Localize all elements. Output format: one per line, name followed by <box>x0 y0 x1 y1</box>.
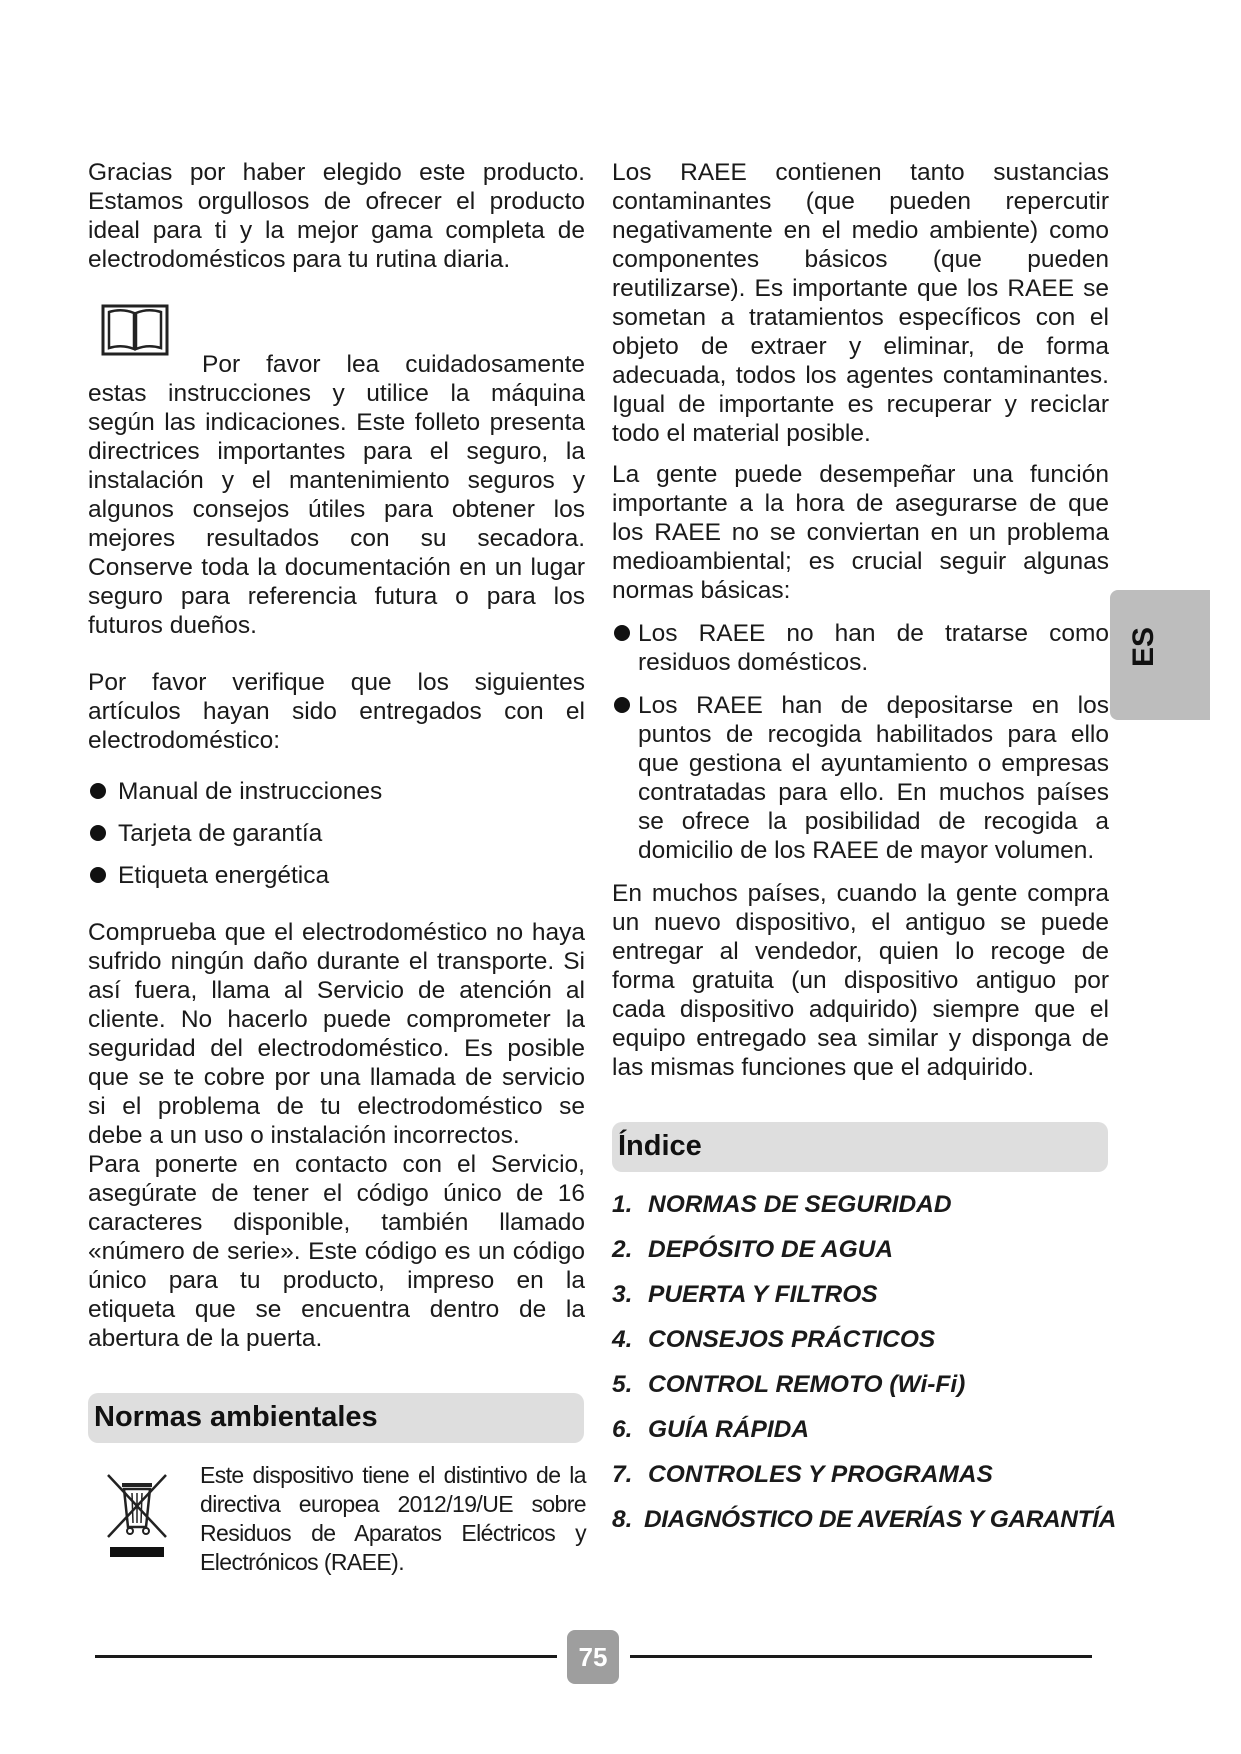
read-instructions-first-line: Por favor lea cuidadosamente <box>202 351 585 378</box>
page-number: 75 <box>567 1630 619 1684</box>
footer-rule-right <box>630 1655 1092 1658</box>
right-column <box>612 158 1116 1550</box>
left-column <box>88 158 585 1581</box>
verify-items-paragraph: Por favor verifique que los siguientes artículos hayan sido entregados con el electrodoméstico: <box>88 669 585 754</box>
countries-paragraph: En muchos países, cuando la gente compra un nuevo dispositivo, el antiguo se puede entregar al vendedor, quien lo recoge de forma gratuita (un dispositivo antiguo por cada dispositivo adquirido) siempre que el equipo entregado sea similar y disponga de las mismas funciones que el adquirido. <box>612 880 1109 1081</box>
bullet-icon <box>614 697 630 713</box>
index-item[interactable]: 6. GUÍA RÁPIDA <box>612 1416 810 1443</box>
language-tab-label: ES <box>1127 626 1160 668</box>
raee-rules-list <box>612 619 1109 865</box>
footer-rule-left <box>95 1655 557 1658</box>
list-item: Los RAEE han de depositarse en los puntos de recogida habilitados para ello que gestiona el ayuntamiento o empresas contratadas para ello. En muchos países se ofrece la posibilidad de recogida a domicilio de los RAEE de mayor volumen. <box>612 691 1109 865</box>
index-item[interactable]: 3. PUERTA Y FILTROS <box>612 1281 878 1308</box>
index-item[interactable]: 7. CONTROLES Y PROGRAMAS <box>612 1461 993 1488</box>
list-item: Tarjeta de garantía <box>88 819 585 848</box>
bullet-icon <box>90 783 106 799</box>
index-item[interactable]: 8. DIAGNÓSTICO DE AVERÍAS Y GARANTÍA <box>612 1506 1116 1533</box>
table-of-contents <box>612 1190 1116 1534</box>
bullet-icon <box>614 625 630 641</box>
index-item[interactable]: 1. NORMAS DE SEGURIDAD <box>612 1191 952 1218</box>
intro-paragraph: Gracias por haber elegido este producto. Estamos orgullosos de ofrecer el producto ideal para ti y la mejor gama completa de electrodomésticos para tu rutina diaria. <box>88 159 585 273</box>
people-paragraph: La gente puede desempeñar una función importante a la hora de asegurarse de que los RAEE no se conviertan en un problema medioambiental; es crucial seguir algunas normas básicas: <box>612 461 1109 604</box>
index-item[interactable]: 2. DEPÓSITO DE AGUA <box>612 1236 894 1263</box>
contact-paragraph: Para ponerte en contacto con el Servicio, asegúrate de tener el código único de 16 caracteres disponible, también llamado «número de serie». Este código es un código único para tu producto, impreso en la etiqueta que se encuentra dentro de la abertura de la puerta. <box>88 1151 585 1352</box>
list-item: Los RAEE no han de tratarse como residuos domésticos. <box>612 619 1109 677</box>
list-item: Etiqueta energética <box>88 861 585 890</box>
environmental-heading: Normas ambientales <box>88 1393 584 1443</box>
read-instructions-text: estas instrucciones y utilice la máquina según las indicaciones. Este folleto presenta directrices importantes para el seguro, la instalación y el mantenimiento seguros y algunos consejos útiles para obtener los mejores resultados con su secadora. Conserve toda la documentación en un lugar seguro para referencia futura o para los futuros dueños. <box>88 380 585 639</box>
weee-notice <box>88 1461 585 1581</box>
index-item[interactable]: 4. CONSEJOS PRÁCTICOS <box>612 1326 936 1353</box>
bullet-icon <box>90 825 106 841</box>
bullet-icon <box>90 867 106 883</box>
language-tab <box>1110 590 1210 720</box>
damage-paragraph: Comprueba que el electrodoméstico no haya sufrido ningún daño durante el transporte. Si así fuera, llama al Servicio de atención al cliente. No hacerlo puede comprometer la seguridad del electrodoméstico. Es posible que se te cobre por una llamada de servicio si el problema de tu electrodoméstico se debe a un uso o instalación incorrectos. <box>88 919 585 1149</box>
weee-notice-text: Este dispositivo tiene el distintivo de la directiva europea 2012/19/UE sobre Residuos de Aparatos Eléctricos y Electrónicos (RAEE). <box>200 1462 586 1575</box>
list-item: Manual de instrucciones <box>88 777 585 806</box>
delivered-items-list <box>88 777 585 890</box>
open-book-icon <box>100 302 170 358</box>
index-item[interactable]: 5. CONTROL REMOTO (Wi-Fi) <box>612 1371 966 1398</box>
index-heading: Índice <box>612 1122 1108 1172</box>
raee-paragraph: Los RAEE contienen tanto sustancias contaminantes (que pueden repercutir negativamente en el medio ambiente) como componentes básicos (que pueden reutilizarse). Es importante que los RAEE se sometan a tratamientos específicos con el objeto de extraer y eliminar, de forma adecuada, todos los agentes contaminantes. Igual de importante es recuperar y reciclar todo el material posible. <box>612 159 1109 447</box>
read-instructions-block <box>88 302 585 640</box>
crossed-bin-icon <box>104 1467 174 1559</box>
